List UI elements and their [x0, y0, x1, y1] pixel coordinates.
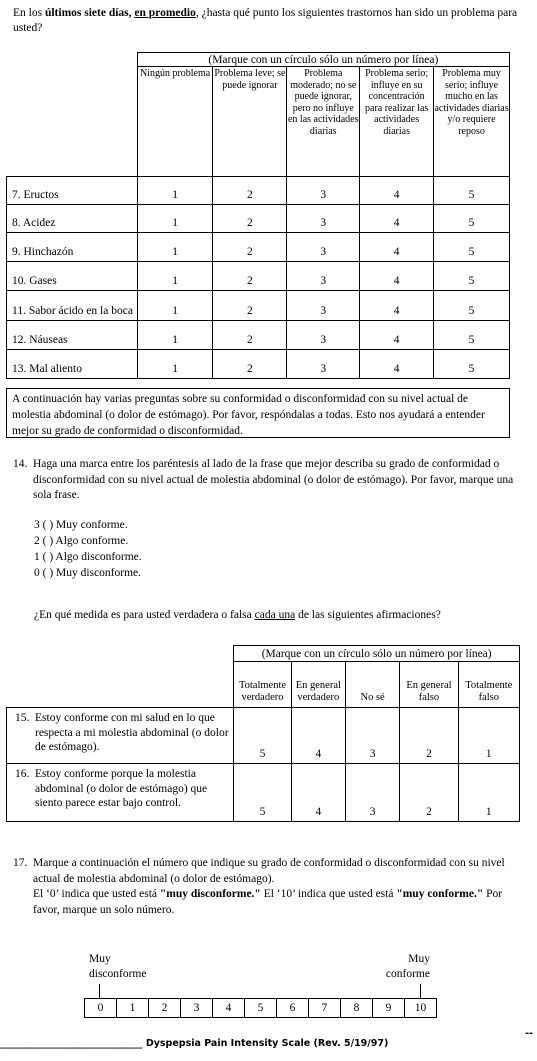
table2-header: (Marque con un círculo sólo un número por línea): [234, 646, 520, 662]
table1-header: (Marque con un círculo sólo un número por línea): [137, 53, 509, 67]
rating-option[interactable]: 3: [287, 177, 360, 205]
rating-option[interactable]: 1: [458, 764, 519, 822]
rating-option[interactable]: 2: [400, 708, 458, 764]
rating-option[interactable]: 3: [287, 205, 360, 233]
rating-option[interactable]: 4: [360, 350, 434, 379]
rating-option[interactable]: 2: [213, 262, 287, 291]
rating-option[interactable]: 1: [137, 321, 213, 350]
q14-number: 14.: [13, 458, 28, 470]
col-header: Totalmente verdadero: [234, 662, 291, 708]
statement-text: Estoy conforme con mi salud en lo que respecta a mi molestia abdominal (o dolor de estómago).: [35, 712, 229, 753]
rating-option[interactable]: 1: [137, 350, 213, 379]
option-row[interactable]: [34, 566, 141, 582]
q14-text: Haga una marca entre los paréntesis al lado de la frase que mejor describa su grado de conformidad o disconformidad con su nivel actual de molestia abdominal (o dolor de estómago). Por favor, marque una sola frase.: [33, 458, 514, 501]
rating-option[interactable]: 4: [291, 708, 345, 764]
scale-left-label: [89, 952, 146, 982]
rating-option[interactable]: 2: [213, 321, 287, 350]
rating-option[interactable]: 5: [434, 177, 510, 205]
scale-value[interactable]: 2: [149, 999, 181, 1018]
col-header: Problema leve; se puede ignorar: [213, 67, 287, 177]
rating-option[interactable]: 3: [287, 321, 360, 350]
scale-left-tick: [99, 984, 100, 998]
scale-right-label-2: conforme: [385, 968, 430, 980]
option-checkbox[interactable]: ( ): [42, 519, 54, 531]
col-header: En general verdadero: [291, 662, 345, 708]
option-label: Muy disconforme.: [56, 567, 142, 579]
rating-option[interactable]: 4: [360, 291, 434, 321]
question-14: [13, 457, 523, 504]
table-row: [7, 708, 520, 764]
table-row: [7, 262, 510, 291]
footer-line: [0, 1038, 388, 1049]
statements-table: [6, 645, 520, 822]
q17-number: 17.: [13, 857, 28, 869]
intro-post: , ¿hasta qué punto los siguientes trastornos han sido un problema para usted?: [13, 7, 518, 34]
option-checkbox[interactable]: ( ): [42, 551, 54, 563]
qmid-underline: cada una: [254, 609, 296, 621]
row-label: 7. Eructos: [7, 177, 138, 205]
rating-option[interactable]: 5: [234, 764, 291, 822]
rating-option[interactable]: 4: [360, 262, 434, 291]
empty-label-head: [7, 67, 138, 177]
row-label: 10. Gases: [7, 262, 138, 291]
scale-value[interactable]: 10: [405, 999, 437, 1018]
option-checkbox[interactable]: ( ): [42, 567, 54, 579]
table-row: [7, 764, 520, 822]
rating-option[interactable]: 2: [213, 350, 287, 379]
q17-line1: Marque a continuación el número que indique su grado de conformidad o disconformidad con su nivel actual de molestia abdominal (o dolor de estómago).: [33, 857, 505, 885]
rating-option[interactable]: 3: [287, 291, 360, 321]
col-header: Ningún problema: [137, 67, 213, 177]
rating-option[interactable]: 1: [137, 262, 213, 291]
rating-option[interactable]: 3: [287, 233, 360, 262]
col-header: No sé: [345, 662, 399, 708]
statement-text: Estoy conforme porque la molestia abdominal (o dolor de estómago) que siento parece estar bajo control.: [35, 768, 208, 809]
qmid-pre: ¿En qué medida es para usted verdadera o falsa: [34, 609, 255, 621]
table-row: [7, 205, 510, 233]
rating-option[interactable]: 1: [137, 233, 213, 262]
q17-line2-mid: El ‘10’ indica que usted está: [260, 888, 397, 900]
rating-option[interactable]: 1: [137, 177, 213, 205]
q17-bold-1: "muy disconforme.": [159, 888, 261, 900]
footer-title: Dyspepsia Pain Intensity Scale (Rev. 5/19/97): [145, 1038, 389, 1049]
scale-value[interactable]: 7: [309, 999, 341, 1018]
rating-option[interactable]: 3: [345, 764, 399, 822]
empty-corner: [7, 646, 234, 662]
col-header: Problema muy serio; influye mucho en las actividades diarias y/o requiere reposo: [434, 67, 510, 177]
rating-option[interactable]: 5: [434, 321, 510, 350]
row-label: 13. Mal aliento: [7, 350, 138, 379]
rating-scale: [84, 998, 437, 1018]
rating-option[interactable]: 2: [400, 764, 458, 822]
statement-cell: [7, 764, 234, 822]
option-code: 0: [34, 567, 40, 579]
option-code: 3: [34, 519, 40, 531]
rating-option[interactable]: 2: [213, 233, 287, 262]
empty-label-head: [7, 662, 234, 708]
intro-pre: En los: [13, 7, 45, 19]
footer-underline: ______________________________: [0, 1038, 143, 1049]
col-header: Problema moderado; no se puede ignorar, pero no influye en las actividades diarias: [287, 67, 360, 177]
table-row: [7, 291, 510, 321]
scale-value[interactable]: 6: [277, 999, 309, 1018]
rating-option[interactable]: 4: [360, 321, 434, 350]
q17-line2-pre: El ‘0’ indica que usted está: [33, 888, 160, 900]
scale-value[interactable]: 9: [373, 999, 405, 1018]
rating-option[interactable]: 1: [458, 708, 519, 764]
option-row[interactable]: [34, 550, 142, 566]
rating-option[interactable]: 3: [287, 350, 360, 379]
scale-value[interactable]: 5: [245, 999, 277, 1018]
option-label: Muy conforme.: [56, 519, 128, 531]
row-label: 8. Acidez: [7, 205, 138, 233]
scale-left-label-1: Muy: [89, 953, 111, 965]
rating-option[interactable]: 1: [137, 205, 213, 233]
rating-option[interactable]: 2: [213, 177, 287, 205]
question-17: [13, 856, 523, 918]
rating-option[interactable]: 1: [137, 291, 213, 321]
scale-value[interactable]: 8: [341, 999, 373, 1018]
option-row[interactable]: [34, 518, 128, 534]
rating-option[interactable]: 5: [434, 205, 510, 233]
statement-cell: [7, 708, 234, 764]
table-row: [7, 350, 510, 379]
notice-box: A continuación hay varias preguntas sobre su conformidad o disconformidad con su nivel actual de molestia abdominal (o dolor de estómago). Por favor, respóndalas a todas. Esto nos ayudará a entender mejor su grado de conformidad o disconformidad.: [6, 388, 510, 438]
scale-value[interactable]: 3: [181, 999, 213, 1018]
rating-option[interactable]: 4: [360, 233, 434, 262]
rating-option[interactable]: 3: [345, 708, 399, 764]
rating-option[interactable]: 4: [360, 177, 434, 205]
rating-option[interactable]: 5: [434, 233, 510, 262]
rating-option[interactable]: 3: [287, 262, 360, 291]
rating-option[interactable]: 4: [291, 764, 345, 822]
scale-value[interactable]: 0: [85, 999, 117, 1018]
table-row: [7, 321, 510, 350]
option-label: Algo conforme.: [55, 535, 129, 547]
row-label: 11. Sabor ácido en la boca: [7, 291, 138, 321]
option-checkbox[interactable]: ( ): [42, 535, 54, 547]
rating-option[interactable]: 2: [213, 205, 287, 233]
rating-option[interactable]: 5: [434, 291, 510, 321]
rating-option[interactable]: 5: [434, 350, 510, 379]
rating-option[interactable]: 5: [234, 708, 291, 764]
scale-value[interactable]: 4: [213, 999, 245, 1018]
q17-bold-2: "muy conforme.": [396, 888, 484, 900]
true-false-question: [34, 609, 441, 621]
scale-right-tick: [420, 984, 421, 998]
row-label: 12. Náuseas: [7, 321, 138, 350]
option-row[interactable]: [34, 534, 128, 550]
row-label: 9. Hinchazón: [7, 233, 138, 262]
col-header: En general falso: [400, 662, 458, 708]
scale-left-label-2: disconforme: [89, 968, 147, 980]
symptoms-table: [6, 52, 510, 379]
col-header: Problema serio; influye en su concentración para realizar las actividades diarias: [360, 67, 434, 177]
scale-right-label-1: Muy: [408, 953, 430, 965]
qmid-post: de las siguientes afirmaciones?: [295, 609, 441, 621]
intro-underline: en promedio: [134, 7, 196, 19]
rating-option[interactable]: 5: [434, 262, 510, 291]
option-code: 1: [34, 551, 40, 563]
q17-line2-post: Por favor, marque un solo número.: [33, 888, 503, 916]
option-label: Algo disconforme.: [55, 551, 142, 563]
option-code: 2: [34, 535, 40, 547]
statement-number: 15.: [15, 712, 30, 724]
col-header: Totalmente falso: [458, 662, 519, 708]
intro-bold: últimos siete días,: [44, 7, 132, 19]
footer-mark: --: [525, 1028, 533, 1039]
statement-number: 16.: [15, 768, 30, 780]
scale-value[interactable]: 1: [117, 999, 149, 1018]
rating-option[interactable]: 2: [213, 291, 287, 321]
table-row: [7, 177, 510, 205]
table-row: [7, 233, 510, 262]
empty-corner: [7, 53, 138, 67]
rating-option[interactable]: 4: [360, 205, 434, 233]
q17-line2: [33, 887, 523, 918]
intro-question: [13, 6, 528, 36]
scale-right-label: [378, 952, 430, 982]
